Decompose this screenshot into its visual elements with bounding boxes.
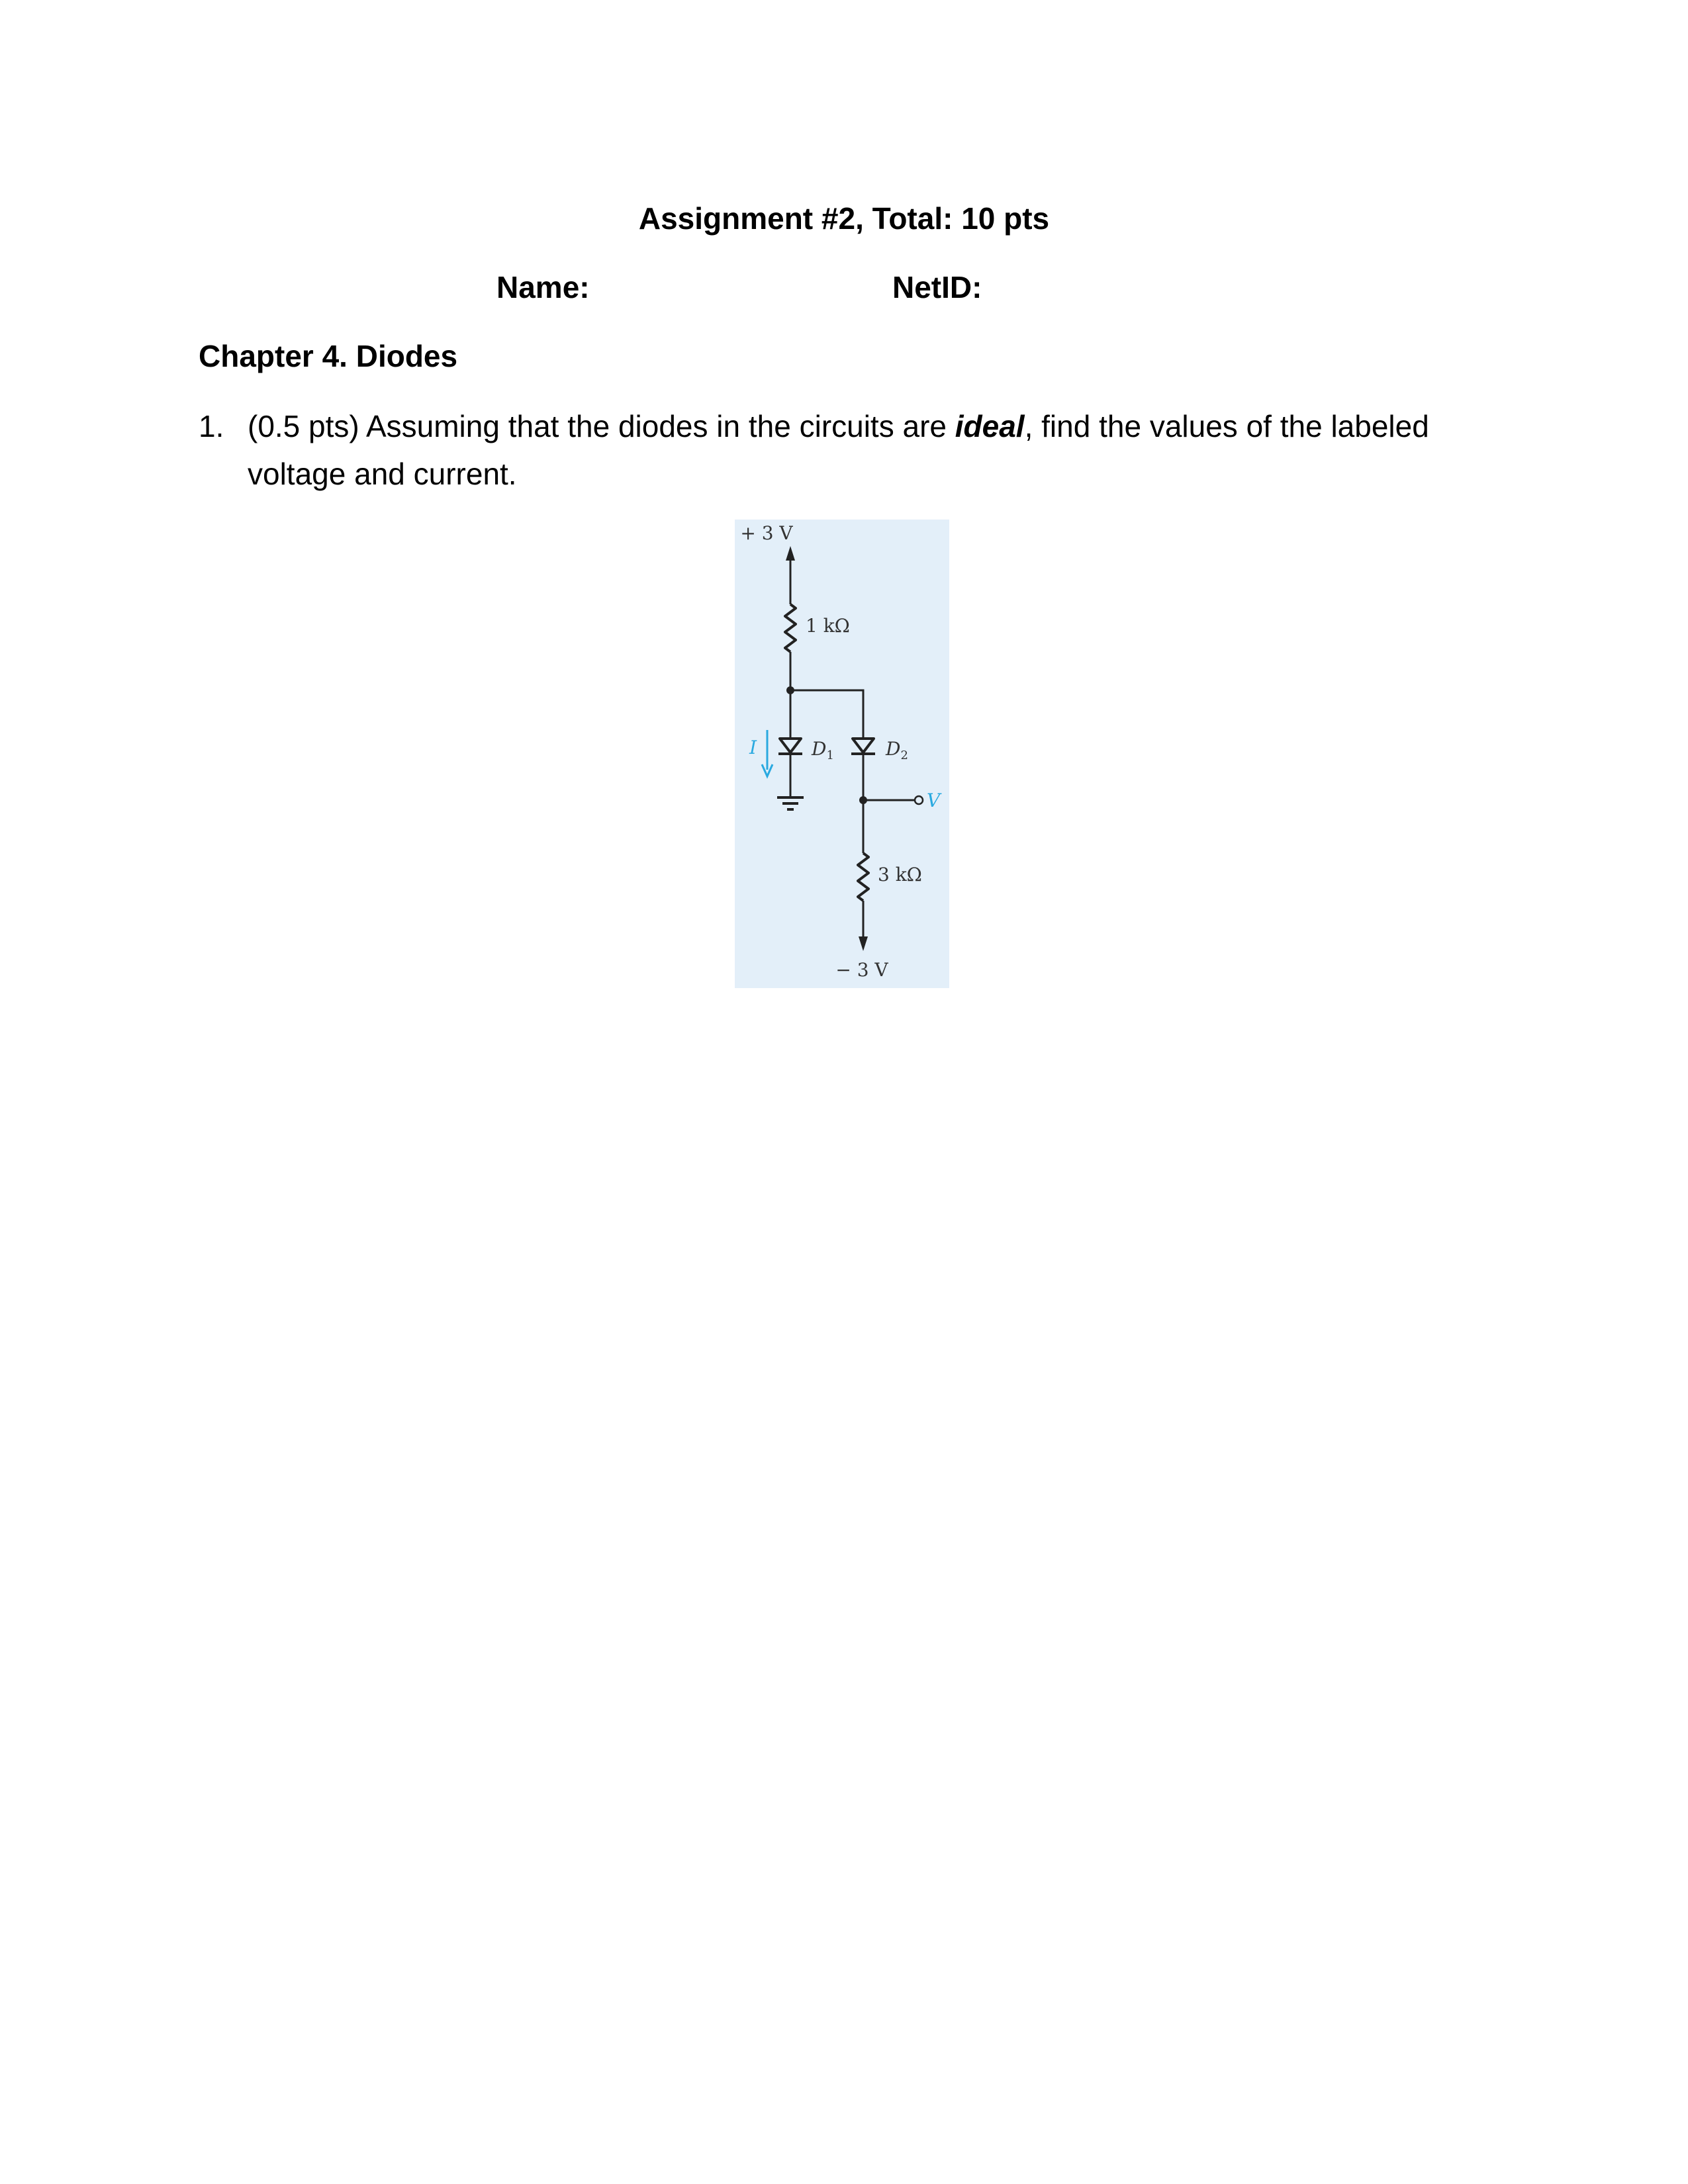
question-text-after: , find the values of the labeled voltage and current. xyxy=(248,409,1429,491)
netid-label: NetID: xyxy=(892,270,982,304)
chapter-heading: Chapter 4. Diodes xyxy=(199,339,458,373)
question-text-before: (0.5 pts) Assuming that the diodes in the circuits are xyxy=(248,409,955,443)
resistor-r2-label: 3 kΩ xyxy=(878,864,922,886)
name-label: Name: xyxy=(496,270,590,304)
voltage-label: V xyxy=(927,790,941,811)
assignment-title: Assignment #2, Total: 10 pts xyxy=(638,201,1050,236)
diode-d1-letter: D xyxy=(812,738,827,760)
question-number: 1. xyxy=(199,409,224,443)
diode-d2-letter: D xyxy=(886,738,901,760)
diode-d1-subscript: 1 xyxy=(826,749,834,762)
supply-positive-label: + 3 V xyxy=(740,522,793,544)
question-text xyxy=(248,402,1452,498)
current-label: I xyxy=(749,737,757,758)
question-emphasis: ideal xyxy=(955,409,1025,443)
diode-d2-subscript: 2 xyxy=(900,749,908,762)
supply-negative-label: − 3 V xyxy=(835,959,888,981)
resistor-r1-label: 1 kΩ xyxy=(806,615,850,637)
circuit-figure xyxy=(735,520,949,988)
circuit-diagram xyxy=(735,520,949,988)
output-terminal xyxy=(915,796,923,804)
